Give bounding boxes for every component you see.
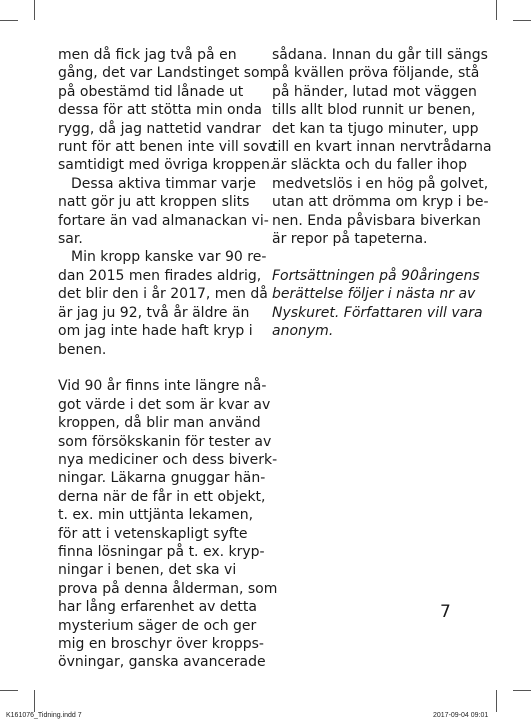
text-line: fortare än vad almanackan vi-: [58, 212, 269, 229]
text-line: som försökskanin för tester av: [58, 433, 272, 450]
paragraph-gap: [58, 359, 270, 377]
text-line: benen.: [58, 341, 107, 358]
crop-mark-top-left-vertical: [34, 0, 35, 20]
text-line: medvetslös i en hög på golvet,: [272, 175, 489, 192]
text-line: dessa för att stötta min onda: [58, 102, 262, 119]
text-line: derna när de får in ett objekt,: [58, 488, 266, 505]
crop-mark-bottom-right-horizontal: [513, 690, 531, 691]
text-line: mig en broschyr över kropps-: [58, 635, 264, 652]
text-line: övningar, ganska avancerade: [58, 654, 266, 671]
paragraph: [272, 46, 492, 248]
crop-mark-bottom-left-vertical: [34, 690, 35, 712]
crop-mark-bottom-left-horizontal: [0, 690, 18, 691]
text-line: är släckta och du faller ihop: [272, 157, 467, 174]
text-line: det blir den i år 2017, men då: [58, 286, 268, 303]
text-line: mysterium säger de och ger: [58, 617, 257, 634]
text-line: har lång erfarenhet av detta: [58, 599, 257, 616]
text-line: ningar. Läkarna gnuggar hän-: [58, 470, 266, 487]
text-line: berättelse följer i nästa nr av: [272, 286, 476, 303]
text-column-left: [58, 46, 278, 672]
text-line: kroppen, då blir man använd: [58, 415, 261, 432]
paragraph: [58, 248, 270, 358]
crop-mark-top-right-vertical: [496, 0, 497, 20]
text-line: Nyskuret. Författaren vill vara: [272, 304, 483, 321]
crop-mark-bottom-right-vertical: [496, 690, 497, 712]
continuation-note: [272, 267, 482, 341]
text-line: nen. Enda påvisbara biverkan: [272, 212, 481, 229]
text-line: prova på denna ålderman, som: [58, 580, 278, 597]
text-line: Dessa aktiva timmar varje: [71, 175, 256, 192]
slug-datetime: 2017-09-04 09:01: [433, 712, 489, 719]
slug-filename: K161076_Tidning.indd 7: [6, 712, 82, 719]
text-line: till en kvart innan nervtrådarna: [272, 139, 492, 156]
paragraph: [58, 377, 278, 672]
text-line: men då fick jag två på en: [58, 47, 237, 63]
text-line: är jag ju 92, två år äldre än: [58, 304, 250, 321]
text-line: runt för att benen inte vill sova: [58, 139, 276, 156]
text-line: sar.: [58, 231, 83, 248]
text-column-right: [272, 46, 492, 340]
text-line: på kvällen pröva följande, stå: [272, 65, 480, 82]
text-line: sådana. Innan du går till sängs: [272, 47, 488, 63]
text-line: tills allt blod runnit ur benen,: [272, 102, 476, 119]
text-line: nya mediciner och dess biverk-: [58, 451, 278, 468]
text-line: om jag inte hade haft kryp i: [58, 323, 253, 340]
text-line: gång, det var Landstinget som: [58, 65, 274, 82]
paragraph: [58, 175, 270, 249]
text-line: dan 2015 men firades aldrig,: [58, 267, 262, 284]
text-line: Fortsättningen på 90åringens: [272, 267, 480, 284]
crop-mark-top-right-horizontal: [513, 20, 531, 21]
text-line: natt gör ju att kroppen slits: [58, 194, 250, 211]
crop-mark-top-left-horizontal: [0, 20, 18, 21]
text-line: finna lösningar på t. ex. kryp-: [58, 543, 265, 560]
paragraph: [58, 46, 276, 175]
text-line: got värde i det som är kvar av: [58, 396, 271, 413]
paragraph-gap: [272, 248, 482, 266]
text-line: på händer, lutad mot väggen: [272, 83, 477, 100]
text-line: anonym.: [272, 323, 334, 340]
text-line: för att i vetenskapligt syfte: [58, 525, 248, 542]
text-line: på obestämd tid lånade ut: [58, 83, 244, 100]
text-line: utan att drömma om kryp i be-: [272, 194, 489, 211]
text-line: samtidigt med övriga kroppen.: [58, 157, 275, 174]
text-line: Min kropp kanske var 90 re-: [71, 249, 267, 266]
text-line: Vid 90 år finns inte längre nå-: [58, 378, 267, 395]
text-line: är repor på tapeterna.: [272, 231, 428, 248]
text-line: det kan ta tjugo minuter, upp: [272, 120, 479, 137]
text-line: t. ex. min uttjänta lekamen,: [58, 507, 254, 524]
text-line: ningar i benen, det ska vi: [58, 562, 237, 579]
page-number: 7: [440, 602, 451, 622]
text-line: rygg, då jag nattetid vandrar: [58, 120, 261, 137]
